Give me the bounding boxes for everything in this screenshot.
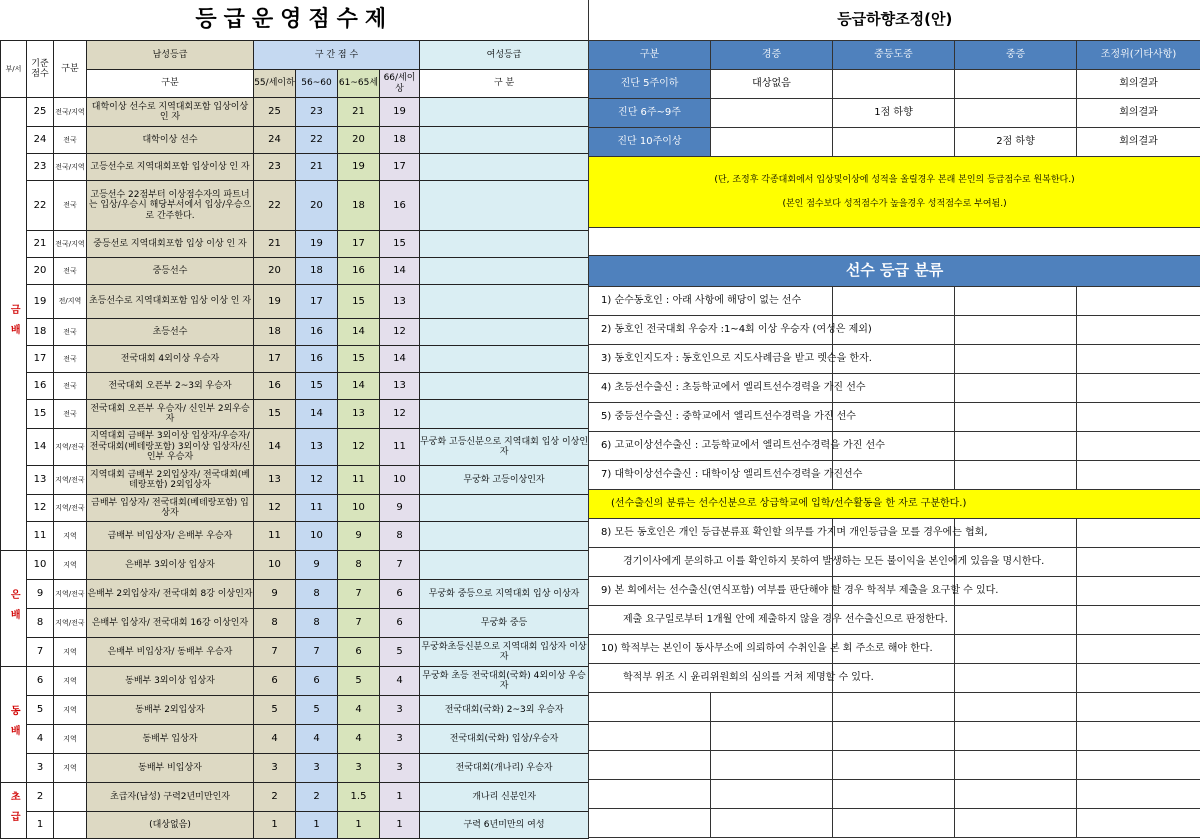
competition-type: 지역 <box>54 667 87 696</box>
adj-cell <box>711 99 833 128</box>
score-66-over: 1 <box>380 812 420 839</box>
adj-cell <box>955 99 1077 128</box>
adj-cell: 회의결과 <box>1077 99 1200 128</box>
header-type: 구분 <box>54 41 87 98</box>
header-division: 부/서 <box>1 41 27 98</box>
header-base-score: 기준 점수 <box>27 41 54 98</box>
score-61-65: 9 <box>338 522 380 551</box>
score-66-over: 7 <box>380 551 420 580</box>
classification-item: 7) 대학이상선수출신 : 대학이상 엘리트선수경력을 가진선수 <box>589 461 833 490</box>
base-score: 11 <box>27 522 54 551</box>
grade-row <box>1 400 589 429</box>
female-criteria <box>420 495 589 522</box>
score-55-under: 11 <box>254 522 296 551</box>
competition-type: 지역 <box>54 522 87 551</box>
male-criteria: 초급자(남성) 구력2년미만인자 <box>87 783 254 812</box>
score-61-65: 14 <box>338 373 380 400</box>
male-criteria: 동배부 비입상자 <box>87 754 254 783</box>
score-56-60: 8 <box>296 580 338 609</box>
adj-cell <box>955 70 1077 99</box>
competition-type: 전국 <box>54 181 87 231</box>
male-criteria: 고등선수 22점부터 이상점수자의 파트너는 입상/우승시 해당부서에서 입상/우승으로 간주한다. <box>87 181 254 231</box>
male-criteria: 전국대회 오픈부 우승자/ 신인부 2외우승자 <box>87 400 254 429</box>
male-criteria: 초등선수로 지역대회포함 입상 이상 인 자 <box>87 285 254 319</box>
spacer <box>589 228 1200 256</box>
header-age-56-60: 56~60 <box>296 70 338 98</box>
competition-type: 전국 <box>54 346 87 373</box>
score-61-65: 7 <box>338 580 380 609</box>
score-61-65: 6 <box>338 638 380 667</box>
base-score: 13 <box>27 466 54 495</box>
male-criteria: 은배부 2외입상자/ 전국대회 8강 이상인자 <box>87 580 254 609</box>
base-score: 16 <box>27 373 54 400</box>
female-criteria: 무궁화초등신분으로 지역대회 입상자 이상자 <box>420 638 589 667</box>
group-label-silver: 은배 <box>1 551 27 667</box>
base-score: 12 <box>27 495 54 522</box>
female-criteria: 무궁화 초등 전국대회(국화) 4외이상 우승자 <box>420 667 589 696</box>
page-title: 등급운영점수제 <box>1 0 589 41</box>
score-61-65: 18 <box>338 181 380 231</box>
female-criteria <box>420 400 589 429</box>
competition-type: 지역/전국 <box>54 429 87 466</box>
competition-type: 전국 <box>54 319 87 346</box>
grade-row <box>1 231 589 258</box>
score-55-under: 19 <box>254 285 296 319</box>
score-55-under: 7 <box>254 638 296 667</box>
base-score: 4 <box>27 725 54 754</box>
score-56-60: 2 <box>296 783 338 812</box>
grade-row <box>1 181 589 231</box>
competition-type: 전국/지역 <box>54 98 87 127</box>
base-score: 1 <box>27 812 54 839</box>
group-label-gold: 금배 <box>1 98 27 551</box>
base-score: 22 <box>27 181 54 231</box>
adj-row-label: 진단 5주이하 <box>589 70 711 99</box>
competition-type: 전국/지역 <box>54 231 87 258</box>
grade-row <box>1 495 589 522</box>
grade-row <box>1 667 589 696</box>
competition-type: 지역 <box>54 638 87 667</box>
header-age-66: 66/세이상 <box>380 70 420 98</box>
score-55-under: 23 <box>254 154 296 181</box>
score-56-60: 9 <box>296 551 338 580</box>
score-61-65: 21 <box>338 98 380 127</box>
male-criteria: (대상없음) <box>87 812 254 839</box>
score-61-65: 10 <box>338 495 380 522</box>
score-56-60: 16 <box>296 346 338 373</box>
male-criteria: 중등선로 지역대회포함 입상 이상 인 자 <box>87 231 254 258</box>
score-55-under: 22 <box>254 181 296 231</box>
score-66-over: 19 <box>380 98 420 127</box>
female-criteria: 전국대회(국화) 입상/우승자 <box>420 725 589 754</box>
male-criteria: 금배부 비입상자/ 은배부 우승자 <box>87 522 254 551</box>
adj-cell: 회의결과 <box>1077 70 1200 99</box>
group-label-beginner: 초급 <box>1 783 27 839</box>
female-criteria <box>420 522 589 551</box>
female-criteria <box>420 285 589 319</box>
score-66-over: 6 <box>380 580 420 609</box>
adj-cell <box>833 70 955 99</box>
competition-type <box>54 812 87 839</box>
adj-header-type: 구분 <box>589 41 711 70</box>
score-61-65: 14 <box>338 319 380 346</box>
female-criteria <box>420 231 589 258</box>
base-score: 9 <box>27 580 54 609</box>
classification-item: 5) 중등선수출신 : 중학교에서 엘리트선수경력을 가진 선수 <box>589 403 833 432</box>
adj-row-label: 진단 10주이상 <box>589 128 711 157</box>
score-56-60: 18 <box>296 258 338 285</box>
grade-row <box>1 154 589 181</box>
score-56-60: 13 <box>296 429 338 466</box>
score-66-over: 6 <box>380 609 420 638</box>
competition-type: 지역/전국 <box>54 580 87 609</box>
grade-row <box>1 638 589 667</box>
grade-row <box>1 551 589 580</box>
competition-type: 지역/전국 <box>54 609 87 638</box>
score-56-60: 21 <box>296 154 338 181</box>
male-criteria: 동배부 3외이상 입상자 <box>87 667 254 696</box>
adjustment-panel <box>588 0 1200 838</box>
rule-note: 9) 본 회에서는 선수출신(연식포함) 여부를 판단해야 할 경우 학적부 제출을 요구할 수 있다. <box>589 577 833 606</box>
female-criteria <box>420 258 589 285</box>
score-55-under: 8 <box>254 609 296 638</box>
female-criteria: 무궁화 고등신분으로 지역대회 입상 이상인자 <box>420 429 589 466</box>
competition-type: 지역 <box>54 551 87 580</box>
female-criteria: 전국대회(국화) 2~3외 우승자 <box>420 696 589 725</box>
score-66-over: 14 <box>380 258 420 285</box>
classification-item: 6) 고교이상선수출신 : 고등학교에서 엘리트선수경력을 가진 선수 <box>589 432 833 461</box>
score-56-60: 8 <box>296 609 338 638</box>
score-66-over: 11 <box>380 429 420 466</box>
male-criteria: 은배부 비입상자/ 동배부 우승자 <box>87 638 254 667</box>
score-55-under: 16 <box>254 373 296 400</box>
base-score: 8 <box>27 609 54 638</box>
grade-row <box>1 98 589 127</box>
male-criteria: 은배부 3외이상 입상자 <box>87 551 254 580</box>
base-score: 15 <box>27 400 54 429</box>
base-score: 5 <box>27 696 54 725</box>
header-male-subtype: 구분 <box>87 70 254 98</box>
competition-type: 지역 <box>54 754 87 783</box>
base-score: 20 <box>27 258 54 285</box>
male-criteria: 대학이상 선수로 지역대회포함 입상이상 인 자 <box>87 98 254 127</box>
score-55-under: 25 <box>254 98 296 127</box>
rule-note: 학적부 위조 시 윤리위원회의 심의를 거쳐 제명할 수 있다. <box>589 664 833 693</box>
base-score: 19 <box>27 285 54 319</box>
score-55-under: 4 <box>254 725 296 754</box>
classification-item: 4) 초등선수출신 : 초등학교에서 엘리트선수경력을 가진 선수 <box>589 374 833 403</box>
score-61-65: 13 <box>338 400 380 429</box>
score-55-under: 13 <box>254 466 296 495</box>
header-score-range: 구 간 점 수 <box>254 41 420 70</box>
score-56-60: 19 <box>296 231 338 258</box>
score-66-over: 3 <box>380 754 420 783</box>
score-61-65: 15 <box>338 346 380 373</box>
male-criteria: 동배부 2외입상자 <box>87 696 254 725</box>
female-criteria: 전국대회(개나리) 우승자 <box>420 754 589 783</box>
score-61-65: 1.5 <box>338 783 380 812</box>
grade-row <box>1 346 589 373</box>
adj-header-moderate: 중등도증 <box>833 41 955 70</box>
adj-header-severe: 중증 <box>955 41 1077 70</box>
score-56-60: 1 <box>296 812 338 839</box>
score-56-60: 16 <box>296 319 338 346</box>
score-56-60: 3 <box>296 754 338 783</box>
header-male-grade: 남성등급 <box>87 41 254 70</box>
score-66-over: 17 <box>380 154 420 181</box>
header-age-55: 55/세이하 <box>254 70 296 98</box>
adjustment-note-line: (본인 점수보다 성적점수가 높을경우 성적점수로 부여됨.) <box>782 199 1007 209</box>
rule-note: 제출 요구일로부터 1개월 안에 제출하지 않을 경우 선수출신으로 판정한다. <box>589 606 833 635</box>
score-55-under: 17 <box>254 346 296 373</box>
competition-type: 전국/지역 <box>54 154 87 181</box>
score-55-under: 9 <box>254 580 296 609</box>
grade-row <box>1 127 589 154</box>
score-66-over: 16 <box>380 181 420 231</box>
classification-item: 1) 순수동호인 : 아래 사항에 해당이 없는 선수 <box>589 287 833 316</box>
score-61-65: 4 <box>338 696 380 725</box>
grade-row <box>1 580 589 609</box>
female-criteria <box>420 373 589 400</box>
header-age-61-65: 61~65세 <box>338 70 380 98</box>
base-score: 2 <box>27 783 54 812</box>
competition-type: 지역 <box>54 696 87 725</box>
score-66-over: 18 <box>380 127 420 154</box>
adj-cell <box>711 128 833 157</box>
score-61-65: 3 <box>338 754 380 783</box>
female-criteria: 개나리 신분인자 <box>420 783 589 812</box>
score-66-over: 5 <box>380 638 420 667</box>
base-score: 3 <box>27 754 54 783</box>
score-61-65: 20 <box>338 127 380 154</box>
score-66-over: 15 <box>380 231 420 258</box>
score-61-65: 15 <box>338 285 380 319</box>
competition-type: 전국 <box>54 373 87 400</box>
score-55-under: 2 <box>254 783 296 812</box>
score-56-60: 20 <box>296 181 338 231</box>
score-66-over: 14 <box>380 346 420 373</box>
score-56-60: 5 <box>296 696 338 725</box>
score-56-60: 11 <box>296 495 338 522</box>
male-criteria: 고등선수로 지역대회포함 입상이상 인 자 <box>87 154 254 181</box>
adj-header-committee: 조정위(기타사항) <box>1077 41 1200 70</box>
female-criteria: 무궁화 고등이상인자 <box>420 466 589 495</box>
rule-note: 경기이사에게 문의하고 이를 확인하지 못하여 발생하는 모든 불이익을 본인에게 있음을 명시한다. <box>589 548 833 577</box>
score-66-over: 4 <box>380 667 420 696</box>
adjustment-note-line: (단, 조정후 각종대회에서 입상및이상에 성적을 올릴경우 본래 본인의 등급점수로 원복한다.) <box>714 174 1075 185</box>
competition-type <box>54 783 87 812</box>
grade-row <box>1 725 589 754</box>
score-56-60: 15 <box>296 373 338 400</box>
base-score: 17 <box>27 346 54 373</box>
male-criteria: 은배부 입상자/ 전국대회 16강 이상인자 <box>87 609 254 638</box>
male-criteria: 동배부 입상자 <box>87 725 254 754</box>
competition-type: 지역/전국 <box>54 466 87 495</box>
competition-type: 전국 <box>54 400 87 429</box>
score-55-under: 3 <box>254 754 296 783</box>
competition-type: 전/지역 <box>54 285 87 319</box>
grade-score-table <box>0 0 589 839</box>
adj-row-label: 진단 6주~9주 <box>589 99 711 128</box>
score-61-65: 4 <box>338 725 380 754</box>
adj-cell: 대상없음 <box>711 70 833 99</box>
male-criteria: 중등선수 <box>87 258 254 285</box>
adj-cell: 2점 하향 <box>955 128 1077 157</box>
score-66-over: 10 <box>380 466 420 495</box>
score-56-60: 10 <box>296 522 338 551</box>
grade-row <box>1 258 589 285</box>
grade-row <box>1 285 589 319</box>
score-61-65: 7 <box>338 609 380 638</box>
adj-cell <box>833 128 955 157</box>
rule-note: 10) 학적부는 본인이 동사무소에 의뢰하여 수취인을 본 회 주소로 해야 한다. <box>589 635 833 664</box>
female-criteria <box>420 181 589 231</box>
score-55-under: 15 <box>254 400 296 429</box>
adjustment-title: 등급하향조정(안) <box>589 0 1200 41</box>
base-score: 14 <box>27 429 54 466</box>
section-title: 선수 등급 분류 <box>589 256 1200 287</box>
adj-cell: 회의결과 <box>1077 128 1200 157</box>
competition-type: 전국 <box>54 127 87 154</box>
score-61-65: 1 <box>338 812 380 839</box>
rule-note: 8) 모든 동호인은 개인 등급분류표 확인할 의무를 가지며 개인등급을 모를 경우에는 협회, <box>589 519 833 548</box>
header-female-subtype: 구 분 <box>420 70 589 98</box>
base-score: 23 <box>27 154 54 181</box>
classification-item: 2) 동호인 전국대회 우승자 :1~4회 이상 우승자 (여성은 제외) <box>589 316 833 345</box>
score-56-60: 22 <box>296 127 338 154</box>
score-55-under: 20 <box>254 258 296 285</box>
score-61-65: 16 <box>338 258 380 285</box>
score-61-65: 11 <box>338 466 380 495</box>
female-criteria <box>420 98 589 127</box>
female-criteria: 구력 6년미만의 여성 <box>420 812 589 839</box>
grade-row <box>1 319 589 346</box>
female-criteria <box>420 551 589 580</box>
base-score: 6 <box>27 667 54 696</box>
base-score: 24 <box>27 127 54 154</box>
score-66-over: 8 <box>380 522 420 551</box>
score-55-under: 5 <box>254 696 296 725</box>
grade-row <box>1 373 589 400</box>
score-61-65: 12 <box>338 429 380 466</box>
female-criteria <box>420 346 589 373</box>
score-61-65: 8 <box>338 551 380 580</box>
competition-type: 전국 <box>54 258 87 285</box>
grade-row <box>1 696 589 725</box>
score-56-60: 12 <box>296 466 338 495</box>
score-66-over: 12 <box>380 319 420 346</box>
grade-row <box>1 754 589 783</box>
male-criteria: 지역대회 금배부 2외입상자/ 전국대회(베테랑포함) 2외입상자 <box>87 466 254 495</box>
grade-row <box>1 429 589 466</box>
group-label-bronze: 동배 <box>1 667 27 783</box>
score-55-under: 1 <box>254 812 296 839</box>
grade-row <box>1 466 589 495</box>
base-score: 7 <box>27 638 54 667</box>
base-score: 18 <box>27 319 54 346</box>
header-female-grade: 여성등급 <box>420 41 589 70</box>
male-criteria: 금배부 입상자/ 전국대회(베테랑포함) 입상자 <box>87 495 254 522</box>
grade-row <box>1 812 589 839</box>
male-criteria: 초등선수 <box>87 319 254 346</box>
competition-type: 지역 <box>54 725 87 754</box>
male-criteria: 대학이상 선수 <box>87 127 254 154</box>
score-55-under: 18 <box>254 319 296 346</box>
score-55-under: 6 <box>254 667 296 696</box>
score-66-over: 13 <box>380 373 420 400</box>
female-criteria: 무궁화 중등 <box>420 609 589 638</box>
female-criteria <box>420 154 589 181</box>
score-61-65: 5 <box>338 667 380 696</box>
male-criteria: 지역대회 금배부 3외이상 입상자/우승자/ 전국대회(베테랑포함) 3외이상 입상자/신인부 우승자 <box>87 429 254 466</box>
score-66-over: 9 <box>380 495 420 522</box>
score-56-60: 14 <box>296 400 338 429</box>
score-55-under: 14 <box>254 429 296 466</box>
score-55-under: 24 <box>254 127 296 154</box>
grade-row <box>1 783 589 812</box>
score-61-65: 19 <box>338 154 380 181</box>
female-criteria <box>420 127 589 154</box>
adj-cell: 1점 하향 <box>833 99 955 128</box>
score-56-60: 6 <box>296 667 338 696</box>
adjustment-note <box>589 157 1200 228</box>
score-61-65: 17 <box>338 231 380 258</box>
score-56-60: 4 <box>296 725 338 754</box>
competition-type: 지역/전국 <box>54 495 87 522</box>
score-66-over: 13 <box>380 285 420 319</box>
score-66-over: 1 <box>380 783 420 812</box>
female-criteria <box>420 319 589 346</box>
score-55-under: 12 <box>254 495 296 522</box>
score-55-under: 21 <box>254 231 296 258</box>
female-criteria: 무궁화 중등으로 지역대회 입상 이상자 <box>420 580 589 609</box>
male-criteria: 전국대회 4외이상 우승자 <box>87 346 254 373</box>
score-55-under: 10 <box>254 551 296 580</box>
score-56-60: 17 <box>296 285 338 319</box>
male-criteria: 전국대회 오픈부 2~3외 우승자 <box>87 373 254 400</box>
base-score: 10 <box>27 551 54 580</box>
score-56-60: 23 <box>296 98 338 127</box>
score-66-over: 3 <box>380 725 420 754</box>
base-score: 21 <box>27 231 54 258</box>
classification-highlight: (선수출신의 분류는 선수신분으로 상급학교에 입학/선수활동을 한 자로 구분한다.) <box>589 490 1200 519</box>
base-score: 25 <box>27 98 54 127</box>
score-56-60: 7 <box>296 638 338 667</box>
grade-row <box>1 609 589 638</box>
score-66-over: 12 <box>380 400 420 429</box>
grade-row <box>1 522 589 551</box>
classification-item: 3) 동호인지도자 : 동호인으로 지도사례금을 받고 렛슨을 한자. <box>589 345 833 374</box>
score-66-over: 3 <box>380 696 420 725</box>
adj-header-mild: 경증 <box>711 41 833 70</box>
